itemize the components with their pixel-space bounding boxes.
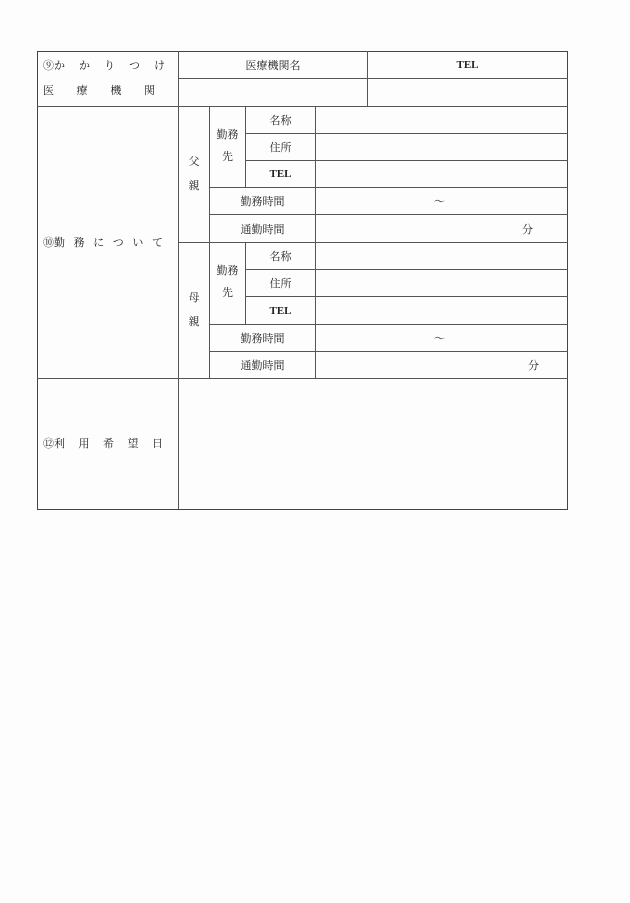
mother-work-hours-separator: ～ xyxy=(434,332,445,345)
mother-workplace-tel-field[interactable] xyxy=(316,297,567,324)
label-char: け xyxy=(154,59,165,72)
section12-label xyxy=(43,437,163,451)
label-char: い xyxy=(132,236,144,249)
label-char: に xyxy=(93,236,105,249)
mother-commute-unit: 分 xyxy=(528,359,539,372)
label-char: 機 xyxy=(110,84,122,97)
label-char: 務 xyxy=(73,236,85,249)
mother-name-label: 名称 xyxy=(269,250,292,263)
mother-address-label: 住所 xyxy=(269,277,292,290)
label-char: 希 xyxy=(103,437,114,450)
father-workplace-label-line2: 先 xyxy=(222,150,233,163)
father-commute-label: 通勤時間 xyxy=(240,222,285,236)
label-char: 医 xyxy=(43,84,54,97)
father-workplace-tel-field[interactable] xyxy=(316,161,567,187)
father-work-hours-label: 勤務時間 xyxy=(240,195,285,208)
label-char: て xyxy=(151,236,163,249)
father-work-hours-separator: ～ xyxy=(434,195,445,208)
mother-label-bottom: 親 xyxy=(188,315,200,328)
label-char: 療 xyxy=(76,84,88,97)
father-workplace-name-field[interactable] xyxy=(316,107,567,133)
table-border-left xyxy=(37,51,38,510)
father-tel-label: TEL xyxy=(269,168,292,180)
mother-workplace-name-field[interactable] xyxy=(316,243,567,269)
mother-label-top: 母 xyxy=(188,291,200,304)
label-char: り xyxy=(104,59,115,72)
label-char: つ xyxy=(112,236,124,249)
label-char: ⑩勤 xyxy=(43,236,65,249)
mother-workplace-label-line2: 先 xyxy=(222,286,233,299)
table-border-bottom xyxy=(37,509,568,510)
mother-workplace-address-field[interactable] xyxy=(316,270,567,296)
father-label-bottom: 親 xyxy=(188,179,200,192)
father-work-hours-field[interactable] xyxy=(316,188,567,214)
table-border-right xyxy=(567,51,568,510)
section9-label-line2 xyxy=(43,84,155,98)
father-commute-field[interactable] xyxy=(316,215,567,242)
institution-name-field[interactable] xyxy=(179,79,367,106)
father-workplace-address-field[interactable] xyxy=(316,134,567,160)
mother-commute-field[interactable] xyxy=(316,352,567,378)
mother-work-hours-field[interactable] xyxy=(316,325,567,351)
father-commute-unit: 分 xyxy=(522,222,533,236)
institution-name-header: 医療機関名 xyxy=(245,59,301,72)
father-label-top: 父 xyxy=(188,155,200,168)
institution-tel-field[interactable] xyxy=(368,79,567,106)
desired-use-date-field[interactable] xyxy=(179,379,567,509)
section9-label-line1 xyxy=(43,59,165,73)
label-char: 望 xyxy=(127,437,139,450)
father-address-label: 住所 xyxy=(269,141,292,154)
father-workplace-label-line1: 勤務 xyxy=(216,128,239,141)
label-char: ⑫利 xyxy=(43,437,65,450)
mother-work-hours-label: 勤務時間 xyxy=(240,332,285,345)
label-char: つ xyxy=(129,59,140,72)
mother-commute-label: 通勤時間 xyxy=(240,359,285,372)
label-char: 用 xyxy=(78,437,90,450)
father-name-label: 名称 xyxy=(269,114,292,127)
label-char: 日 xyxy=(152,437,163,450)
label-char: ⑨か xyxy=(43,59,65,72)
mother-workplace-label-line1: 勤務 xyxy=(216,264,239,277)
label-char: 関 xyxy=(143,84,155,97)
tel-header: TEL xyxy=(456,59,479,71)
section10-label xyxy=(43,236,163,250)
label-char: か xyxy=(79,59,90,72)
mother-tel-label: TEL xyxy=(269,304,292,317)
